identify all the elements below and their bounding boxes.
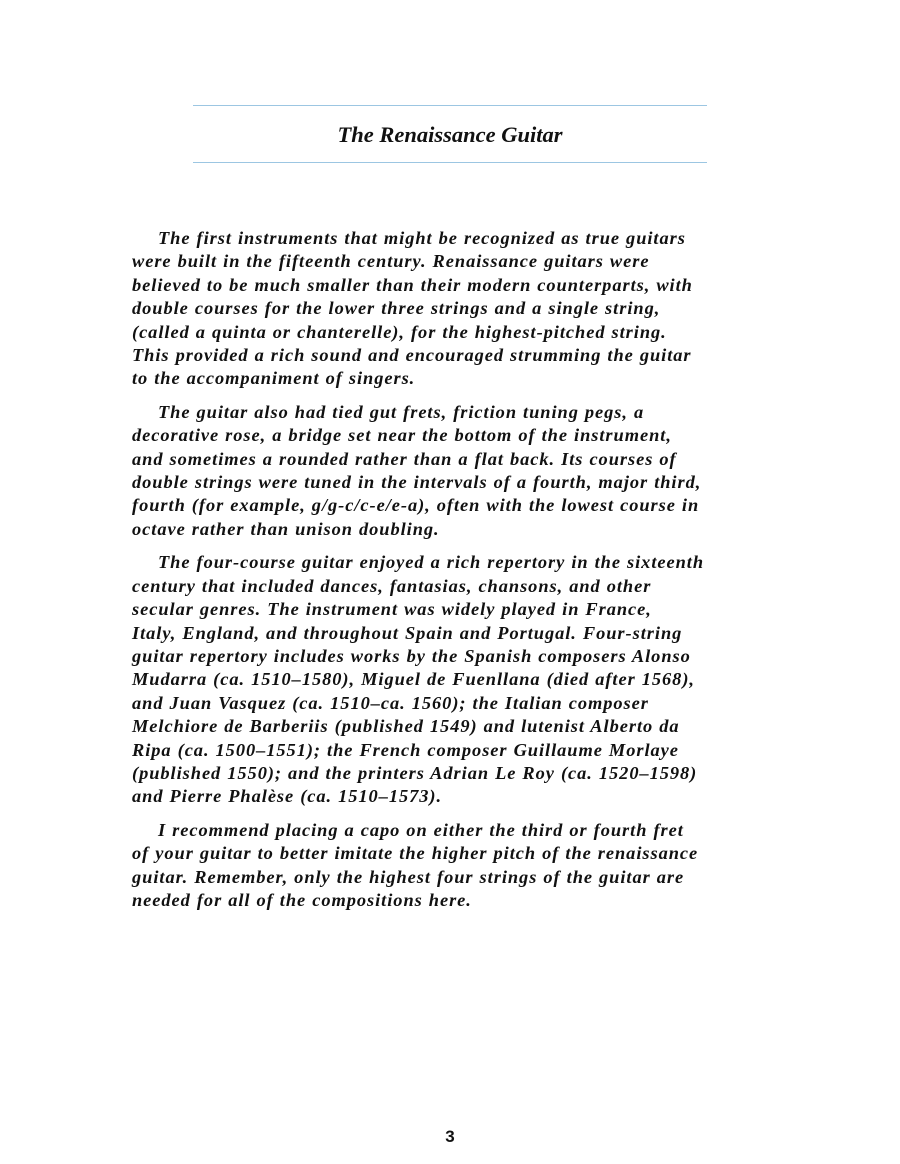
- page-number: 3: [445, 1127, 455, 1146]
- body-text: [132, 227, 777, 922]
- title-rule-bottom: [193, 162, 707, 163]
- paragraph-intro: The first instruments that might be recognized as true guitars were built in the fifteenth century. Renaissance guitars were believed to be much smaller than their modern counterparts, with double courses for the lower three strings and a single string, (called a quinta or chanterelle), for the highest-pitched string. This provided a rich sound and encouraged strumming the guitar to the accompaniment of singers.: [132, 228, 693, 389]
- paragraph-construction: The guitar also had tied gut frets, friction tuning pegs, a decorative rose, a bridge set near the bottom of the instrument, and sometimes a rounded rather than a flat back. Its courses of double strings were tuned in the intervals of a fourth, major third, fourth (for example, g/g-c/c-e/e-a), often with the lowest course in octave rather than unison doubling.: [132, 401, 702, 539]
- title-rule-top: [193, 105, 707, 106]
- page-title: The Renaissance Guitar: [337, 122, 563, 147]
- paragraph-repertory: The four-course guitar enjoyed a rich repertory in the sixteenth century that included dances, fantasias, chansons, and other secular genres. The instrument was widely played in France, Italy, England, and throughout Spain and Portugal. Four-string guitar repertory includes works by the Spanish composers Alonso Mudarra (ca. 1510–1580), Miguel de Fuenllana (died after 1568), and Juan Vasquez (ca. 1510–ca. 1560); the Italian composer Melchiore de Barberiis (published 1549) and lutenist Alberto da Ripa (ca. 1500–1551); the French composer Guillaume Morlaye (published 1550); and the printers Adrian Le Roy (ca. 1520–1598) and Pierre Phalèse (ca. 1510–1573).: [132, 552, 705, 807]
- paragraph-capo-advice: I recommend placing a capo on either the third or fourth fret of your guitar to better imitate the higher pitch of the renaissance guitar. Remember, only the highest four strings of the guitar are needed for all of the compositions here.: [132, 819, 699, 910]
